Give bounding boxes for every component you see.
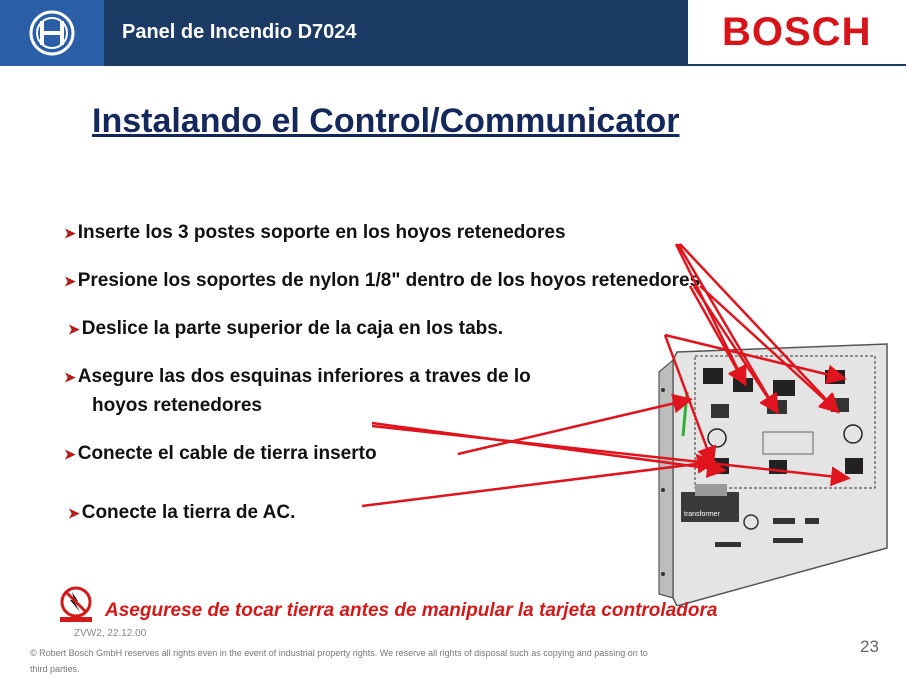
pointer-arrow	[458, 400, 688, 454]
bullet-arrow-icon: ➤	[64, 273, 76, 289]
bullet-item: ➤ Presione los soportes de nylon 1/8" dentro de los hoyos retenedores	[64, 270, 701, 291]
bullet-arrow-icon: ➤	[68, 505, 80, 521]
logo-box	[0, 0, 104, 66]
bullet-arrow-icon: ➤	[68, 321, 80, 337]
control-panel-illustration	[655, 342, 891, 606]
version-stamp: ZVW2, 22.12.00	[74, 628, 147, 639]
brand-logo: BOSCH	[722, 10, 872, 54]
header-rule	[688, 64, 906, 66]
bosch-armature-icon	[26, 9, 78, 57]
bullet-item: ➤ Asegure las dos esquinas inferiores a traves de lo	[64, 366, 531, 387]
transformer-label: transformer	[684, 511, 720, 518]
bullet-continuation: hoyos retenedores	[92, 395, 262, 416]
bullet-arrow-icon: ➤	[64, 369, 76, 385]
warning-text: Asegurese de tocar tierra antes de manipular la tarjeta controladora	[105, 600, 718, 621]
bullet-arrow-icon: ➤	[64, 225, 76, 241]
slide-title: Instalando el Control/Communicator	[92, 102, 680, 140]
bullet-item: ➤ Conecte el cable de tierra inserto	[64, 443, 377, 464]
page-number: 23	[860, 637, 879, 656]
bullet-item: ➤ Conecte la tierra de AC.	[68, 502, 296, 523]
bullet-arrow-icon: ➤	[64, 446, 76, 462]
bullet-item: ➤ Deslice la parte superior de la caja en los tabs.	[68, 318, 504, 339]
slide-header	[0, 0, 906, 66]
copyright-notice: © Robert Bosch GmbH reserves all rights even in the event of industrial property rights. We reserve all rights of disposal such as copying and passing on to third parties.	[30, 648, 648, 674]
bullet-item: ➤ Inserte los 3 postes soporte en los hoyos retenedores	[64, 222, 566, 243]
header-title: Panel de Incendio D7024	[122, 21, 357, 43]
no-static-discharge-icon	[58, 586, 94, 622]
